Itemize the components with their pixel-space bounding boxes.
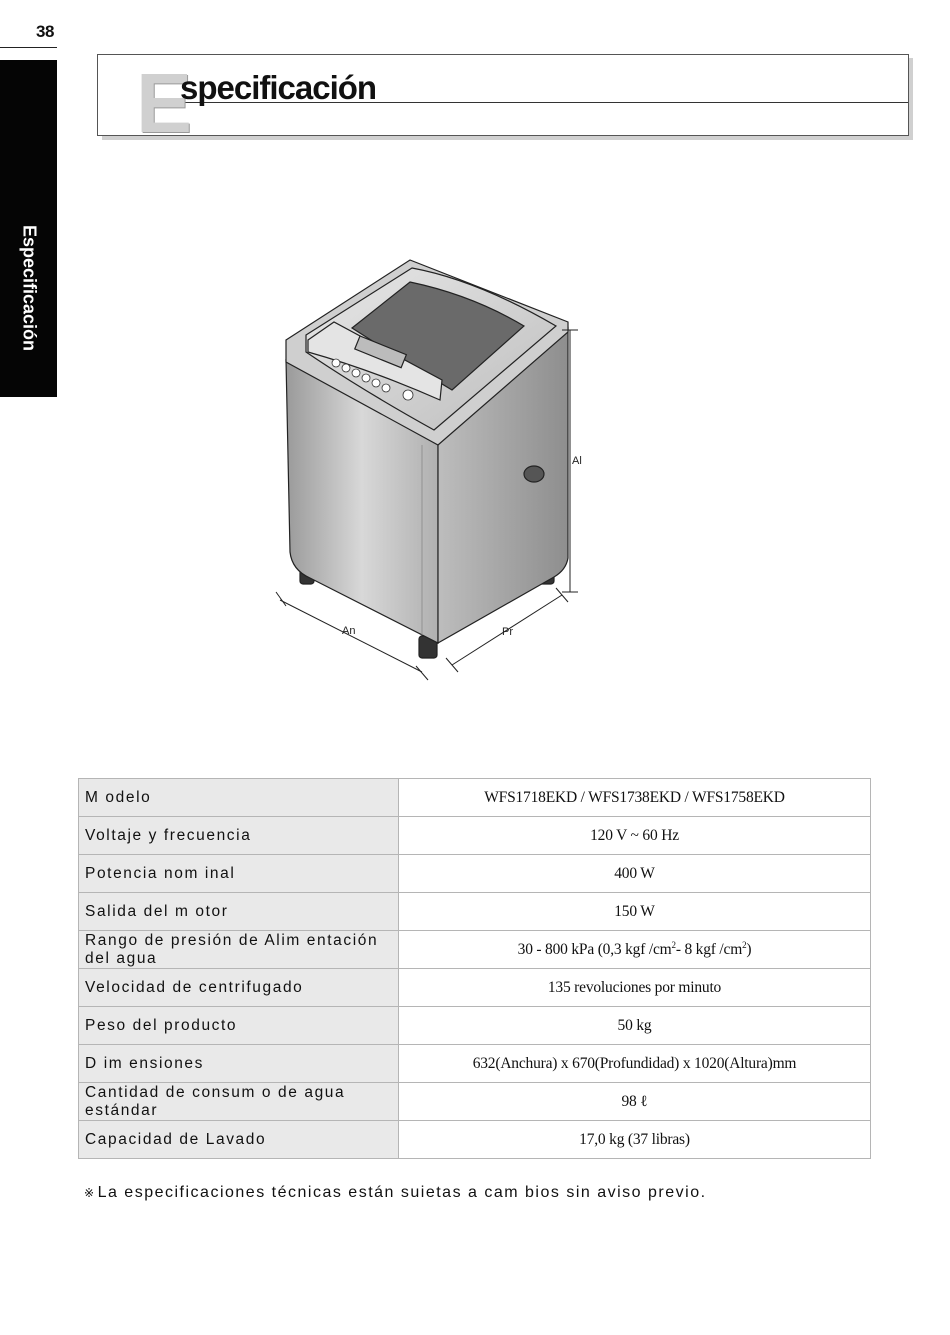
pressure-superscript: 2 (742, 939, 747, 950)
spec-value-voltage: 120 V ~ 60 Hz (399, 817, 871, 855)
side-tab-label: Especificación (19, 224, 40, 352)
dimension-label-width: An (342, 625, 356, 637)
washing-machine-illustration (262, 240, 622, 690)
spec-label-spin-speed: Velocidad de centrifugado (79, 969, 399, 1007)
table-row (79, 1121, 871, 1159)
specification-table (78, 778, 871, 1159)
table-row (79, 1045, 871, 1083)
title-box-frame (97, 54, 909, 150)
title-box (97, 54, 909, 150)
spec-label-water-consumption: Cantidad de consum o de agua estándar (79, 1083, 399, 1121)
table-row (79, 817, 871, 855)
table-row (79, 969, 871, 1007)
spec-value-weight: 50 kg (399, 1007, 871, 1045)
pressure-value-part: 30 - 800 kPa (0,3 kgf /cm (517, 941, 672, 959)
spec-value-spin-speed: 135 revoluciones por minuto (399, 969, 871, 1007)
spec-label-voltage: Voltaje y frecuencia (79, 817, 399, 855)
pressure-superscript: 2 (671, 939, 676, 950)
machine-body (286, 260, 568, 658)
spec-label-wash-capacity: Capacidad de Lavado (79, 1121, 399, 1159)
spec-label-water-pressure: Rango de presión de Alim entación del agua (79, 931, 399, 969)
spec-value-model: WFS1718EKD / WFS1738EKD / WFS1758EKD (399, 779, 871, 817)
spec-label-weight: Peso del producto (79, 1007, 399, 1045)
spec-value-dimensions: 632(Anchura) x 670(Profundidad) x 1020(Altura)mm (399, 1045, 871, 1083)
table-row (79, 779, 871, 817)
dimension-label-height: Al (572, 455, 582, 467)
title-initial-letter: E (136, 56, 193, 150)
spec-label-power: Potencia nom inal (79, 855, 399, 893)
pressure-value-part: ) (746, 941, 752, 959)
table-row (79, 1007, 871, 1045)
spec-label-motor-output: Salida del m otor (79, 893, 399, 931)
table-row (79, 1083, 871, 1121)
table-row (79, 855, 871, 893)
side-section-tab (0, 60, 57, 397)
spec-value-water-pressure (399, 931, 871, 969)
page-number-rule (0, 47, 57, 48)
pressure-value-part: - 8 kgf /cm (675, 941, 743, 959)
dimension-label-depth: Pr (502, 626, 513, 638)
spec-value-wash-capacity: 17,0 kg (37 libras) (399, 1121, 871, 1159)
footnote-text: La especificaciones técnicas están suietas a cam bios sin aviso previo. (97, 1184, 707, 1201)
spec-label-model: M odelo (79, 779, 399, 817)
spec-value-motor-output: 150 W (399, 893, 871, 931)
spec-value-power: 400 W (399, 855, 871, 893)
spec-label-dimensions: D im ensiones (79, 1045, 399, 1083)
spec-value-water-consumption: 98 ℓ (399, 1083, 871, 1121)
footnote (84, 1184, 707, 1202)
page-title: specificación (180, 69, 377, 106)
table-row (79, 931, 871, 969)
table-row (79, 893, 871, 931)
page-number: 38 (36, 22, 54, 41)
reference-mark-icon: ※ (84, 1186, 96, 1200)
